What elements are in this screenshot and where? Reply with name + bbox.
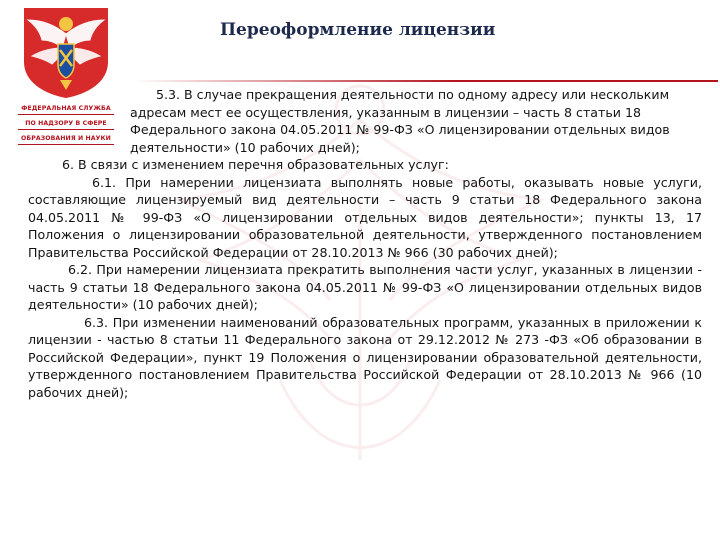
paragraph-5-3: 5.3. В случае прекращения деятельности по одному адресу или нескольким адресам мест ее осуществления, указанным в лицензии – часть 8 статьи 18 Федерального закона 04.05.2011 № 99-ФЗ «О лицензировании отдельных видов деятельности» (10 рабочих дней); [130, 87, 670, 155]
paragraph-6-1: 6.1. При намерении лицензиата выполнять новые работы, оказывать новые услуги, составляющие лицензируемый вид деятельности – часть 9 статьи 18 Федерального закона 04.05.2011 № 99-ФЗ «О лицензировании отдельных видов деятельности»; пункты 13, 17 Положения о лицензировании образовательной деятельности, утвержденного постановлением Правительства Российской Федерации от 28.10.2013 № 966 (30 рабочих дней); [28, 174, 702, 260]
paragraph-6: 6. В связи с изменением перечня образовательных услуг: [62, 157, 449, 172]
agency-name-line-3: ОБРАЗОВАНИЯ И НАУКИ [18, 134, 114, 145]
slide-title: Переоформление лицензии [220, 20, 496, 40]
paragraph-6-2: 6.2. При намерении лицензиата прекратить выполнения части услуг, указанных в лицензии - часть 9 статьи 18 Федерального закона 04.05.2011 № 99-ФЗ «О лицензировании отдельных видов деятельности» (10 рабочих дней); [28, 262, 702, 312]
agency-name-line-1: ФЕДЕРАЛЬНАЯ СЛУЖБА [18, 104, 114, 115]
paragraph-6-3: 6.3. При изменении наименований образовательных программ, указанных в приложении к лицензии - частью 8 статьи 11 Федерального закона от 29.12.2012 № 273 -ФЗ «Об образовании в Российской Федерации», пункт 19 Положения о лицензировании образовательной деятельности, утвержденного постановлением Правительства Российской Федерации от 28.10.2013 № 966 (10 рабочих дней); [28, 314, 702, 400]
slide-body [28, 86, 702, 401]
agency-name-line-2: ПО НАДЗОРУ В СФЕРЕ [18, 119, 114, 130]
header-divider [132, 80, 718, 82]
